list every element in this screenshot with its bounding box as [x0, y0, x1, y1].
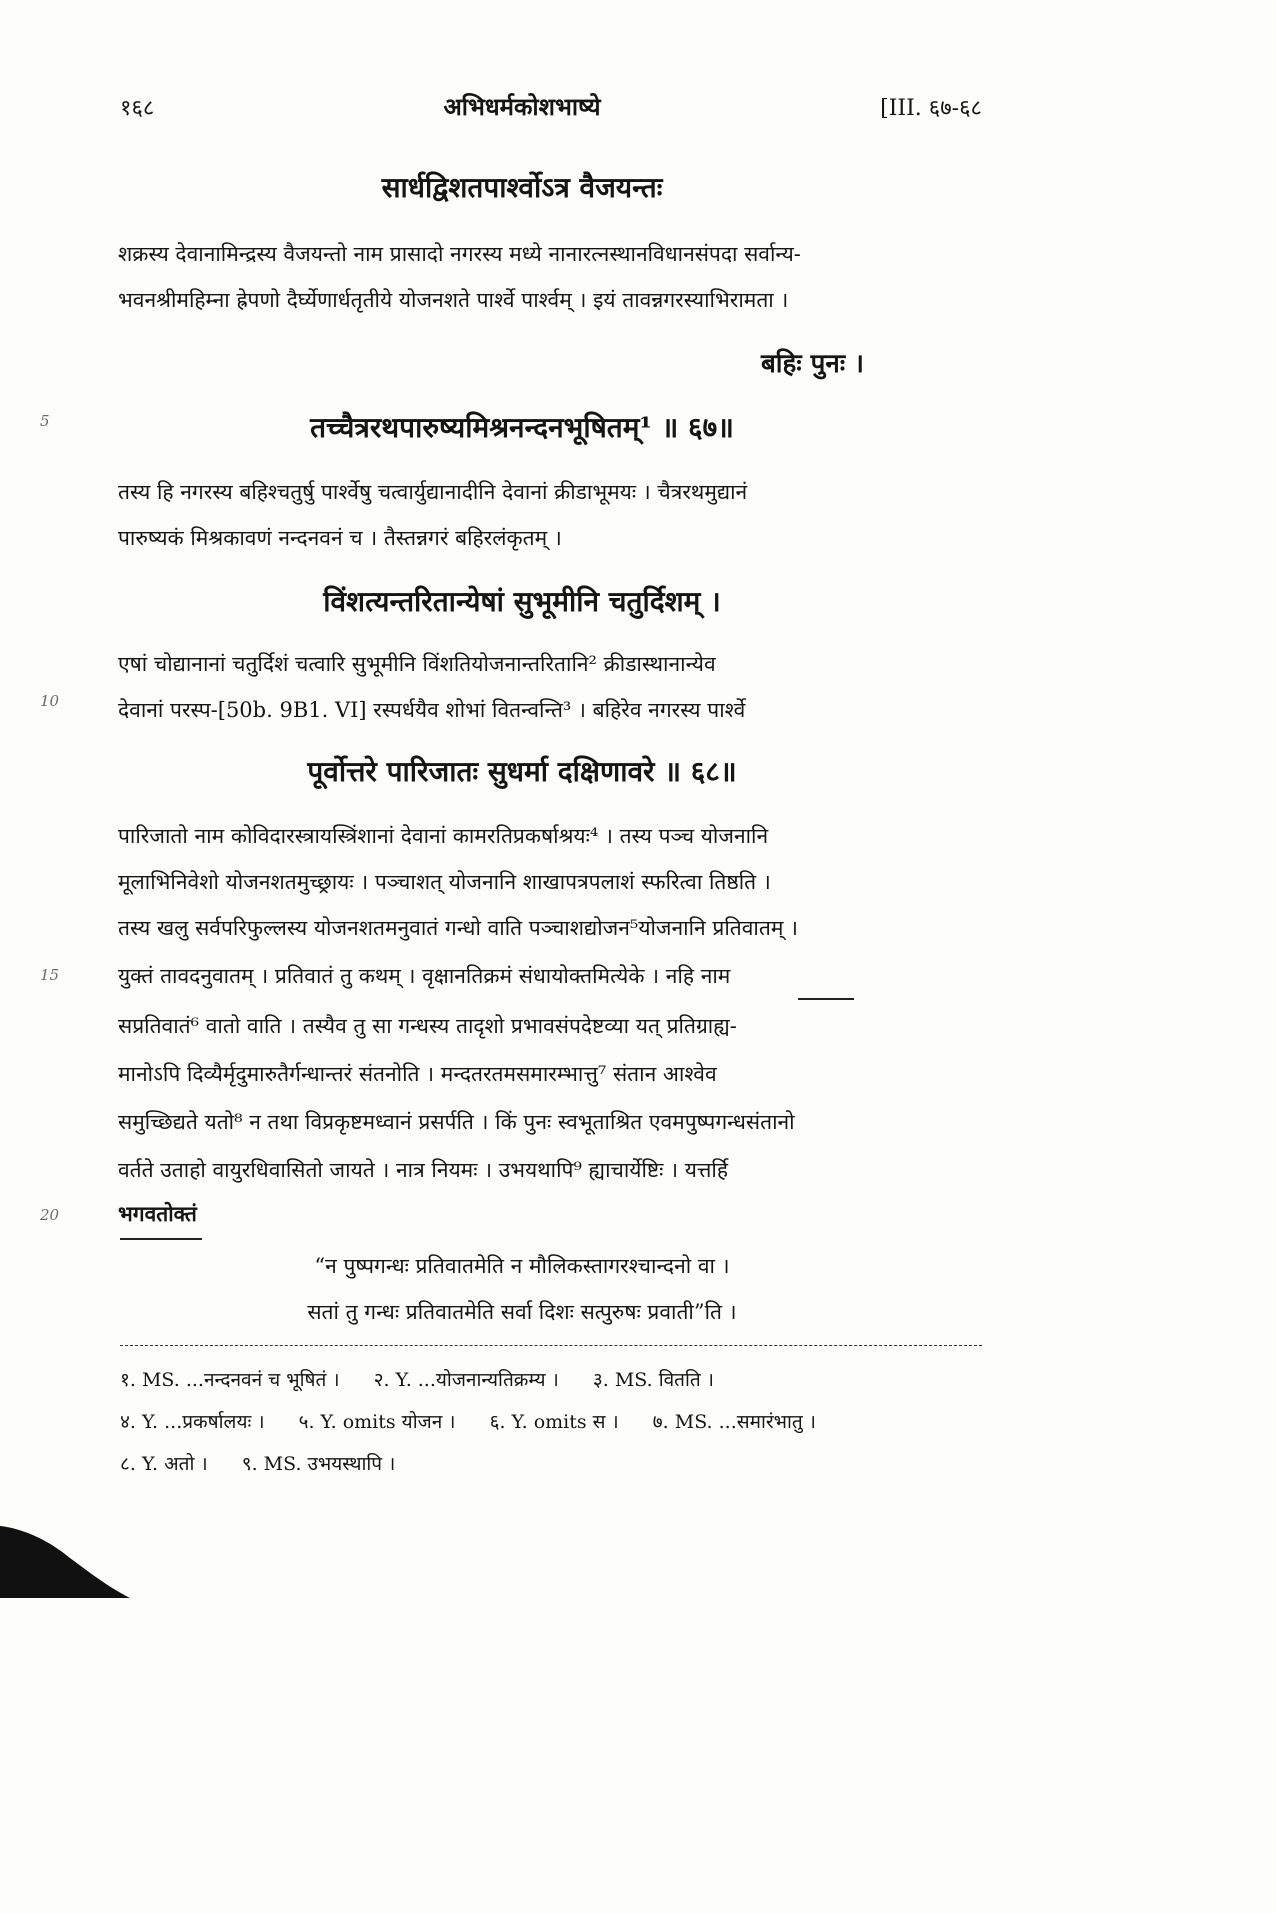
line-number-margin: 10	[40, 692, 60, 710]
footnote: १. MS. ...नन्दनवनं च भूषितं ।	[120, 1369, 340, 1391]
running-title: अभिधर्मकोशभाष्ये	[443, 92, 601, 121]
verse-heading: विंशत्यन्तरितान्येषां सुभूमीनि चतुर्दिशम् ।	[323, 585, 721, 618]
text-line: वर्तते उताहो वायुरधिवासितो जायते । नात्र नियमः । उभयथापि⁹ ह्याचार्येष्टिः । यत्तर्हि	[118, 1158, 728, 1182]
section-reference: [III. ६७-६८	[880, 96, 982, 121]
text-line: तस्य हि नगरस्य बहिश्चतुर्षु पार्श्वेषु चत्वार्युद्यानादीनि देवानां क्रीडाभूमयः । चैत्ररथमुद्यानं	[118, 480, 748, 504]
text-line: समुच्छिद्यते यतो⁸ न तथा विप्रकृष्टमध्वानं प्रसर्पति । किं पुनः स्वभूताश्रित एवमपुष्पगन्धसंतानो	[118, 1110, 795, 1134]
verse-heading: तच्चैत्ररथपारुष्यमिश्रनन्दनभूषितम्¹ ॥ ६७॥	[310, 411, 734, 444]
footnote-row	[120, 1450, 395, 1476]
quote-line: सतां तु गन्धः प्रतिवातमेति सर्वा दिशः सत्पुरुषः प्रवाती”ति ।	[307, 1300, 737, 1324]
text-line: मूलाभिनिवेशो योजनशतमुच्छ्रायः । पञ्चाशत् योजनानि शाखापत्रपलाशं स्फरित्वा तिष्ठति ।	[118, 870, 771, 894]
text-line: सप्रतिवातं⁶ वातो वाति । तस्यैव तु सा गन्धस्य तादृशो प्रभावसंपदेष्टव्या यत् प्रतिग्राह्य-	[118, 1014, 737, 1038]
footnote: ६. Y. omits स ।	[489, 1411, 619, 1433]
footnote: ५. Y. omits योजन ।	[298, 1411, 456, 1433]
footnote: २. Y. ...योजनान्यतिक्रम्य ।	[373, 1369, 559, 1391]
page-number: १६८	[120, 96, 155, 121]
footnote: ३. MS. वितति ।	[592, 1369, 714, 1391]
line-number-margin: 5	[40, 412, 50, 430]
footnote: ९. MS. उभयस्थापि ।	[241, 1453, 396, 1475]
underline-mark	[120, 1238, 202, 1240]
text-line: देवानां परस्प-[50b. 9B1. VI] रस्पर्धयैव शोभां वितन्वन्ति³ । बहिरेव नगरस्य पार्श्वे	[118, 698, 746, 722]
text-line: शक्रस्य देवानामिन्द्रस्य वैजयन्तो नाम प्रासादो नगरस्य मध्ये नानारत्नस्थानविधानसंपदा सर्वान्य-	[118, 242, 801, 266]
text-line: भगवतोक्तं	[118, 1201, 197, 1226]
footnote: ८. Y. अतो ।	[120, 1453, 208, 1475]
footnote-separator	[120, 1345, 982, 1346]
text-line: तस्य खलु सर्वपरिफुल्लस्य योजनशतमनुवातं गन्धो वाति पञ्चाशद्योजन⁵योजनानि प्रतिवातम् ।	[118, 916, 799, 940]
subheading: बहिः पुनः ।	[760, 349, 864, 379]
line-number-margin: 15	[40, 966, 60, 984]
footnote: ४. Y. ...प्रकर्षालयः ।	[120, 1411, 265, 1433]
footnote: ७. MS. ...समारंभातु ।	[652, 1411, 816, 1433]
text-line: पारिजातो नाम कोविदारस्त्रायस्त्रिंशानां देवानां कामरतिप्रकर्षाश्रयः⁴ । तस्य पञ्च योजनानि	[118, 824, 769, 848]
text-line: मानोऽपि दिव्यैर्मृदुमारुतैर्गन्धान्तरं संतनोति । मन्दतरतमसमारम्भात्तु⁷ संतान आश्वेव	[118, 1062, 717, 1086]
text-line: एषां चोद्यानानां चतुर्दिशं चत्वारि सुभूमीनि विंशतियोजनान्तरितानि² क्रीडास्थानान्येव	[118, 652, 716, 676]
line-number-margin: 20	[40, 1206, 60, 1224]
scan-ink-blot	[0, 1488, 160, 1598]
text-line: युक्तं तावदनुवातम् । प्रतिवातं तु कथम् । वृक्षानतिक्रमं संधायोक्तमित्येके । नहि नाम	[118, 964, 731, 988]
verse-heading: सार्धद्विशतपार्श्वोऽत्र वैजयन्तः	[381, 171, 663, 204]
text-line: पारुष्यकं मिश्रकावणं नन्दनवनं च । तैस्तन्नगरं बहिरलंकृतम् ।	[118, 526, 562, 550]
text-line: भवनश्रीमहिम्ना ह्रेपणो दैर्घ्येणार्धतृतीये योजनशते पार्श्वे पार्श्वम् । इयं तावन्नगरस्याभिरामता ।	[118, 288, 789, 312]
footnote-row	[120, 1366, 714, 1392]
overline-mark	[798, 998, 854, 1000]
verse-heading: पूर्वोत्तरे पारिजातः सुधर्मा दक्षिणावरे ॥ ६८॥	[307, 755, 737, 788]
footnote-row	[120, 1408, 816, 1434]
quote-line: “न पुष्पगन्धः प्रतिवातमेति न मौलिकस्तागरश्चान्दनो वा ।	[314, 1254, 730, 1278]
